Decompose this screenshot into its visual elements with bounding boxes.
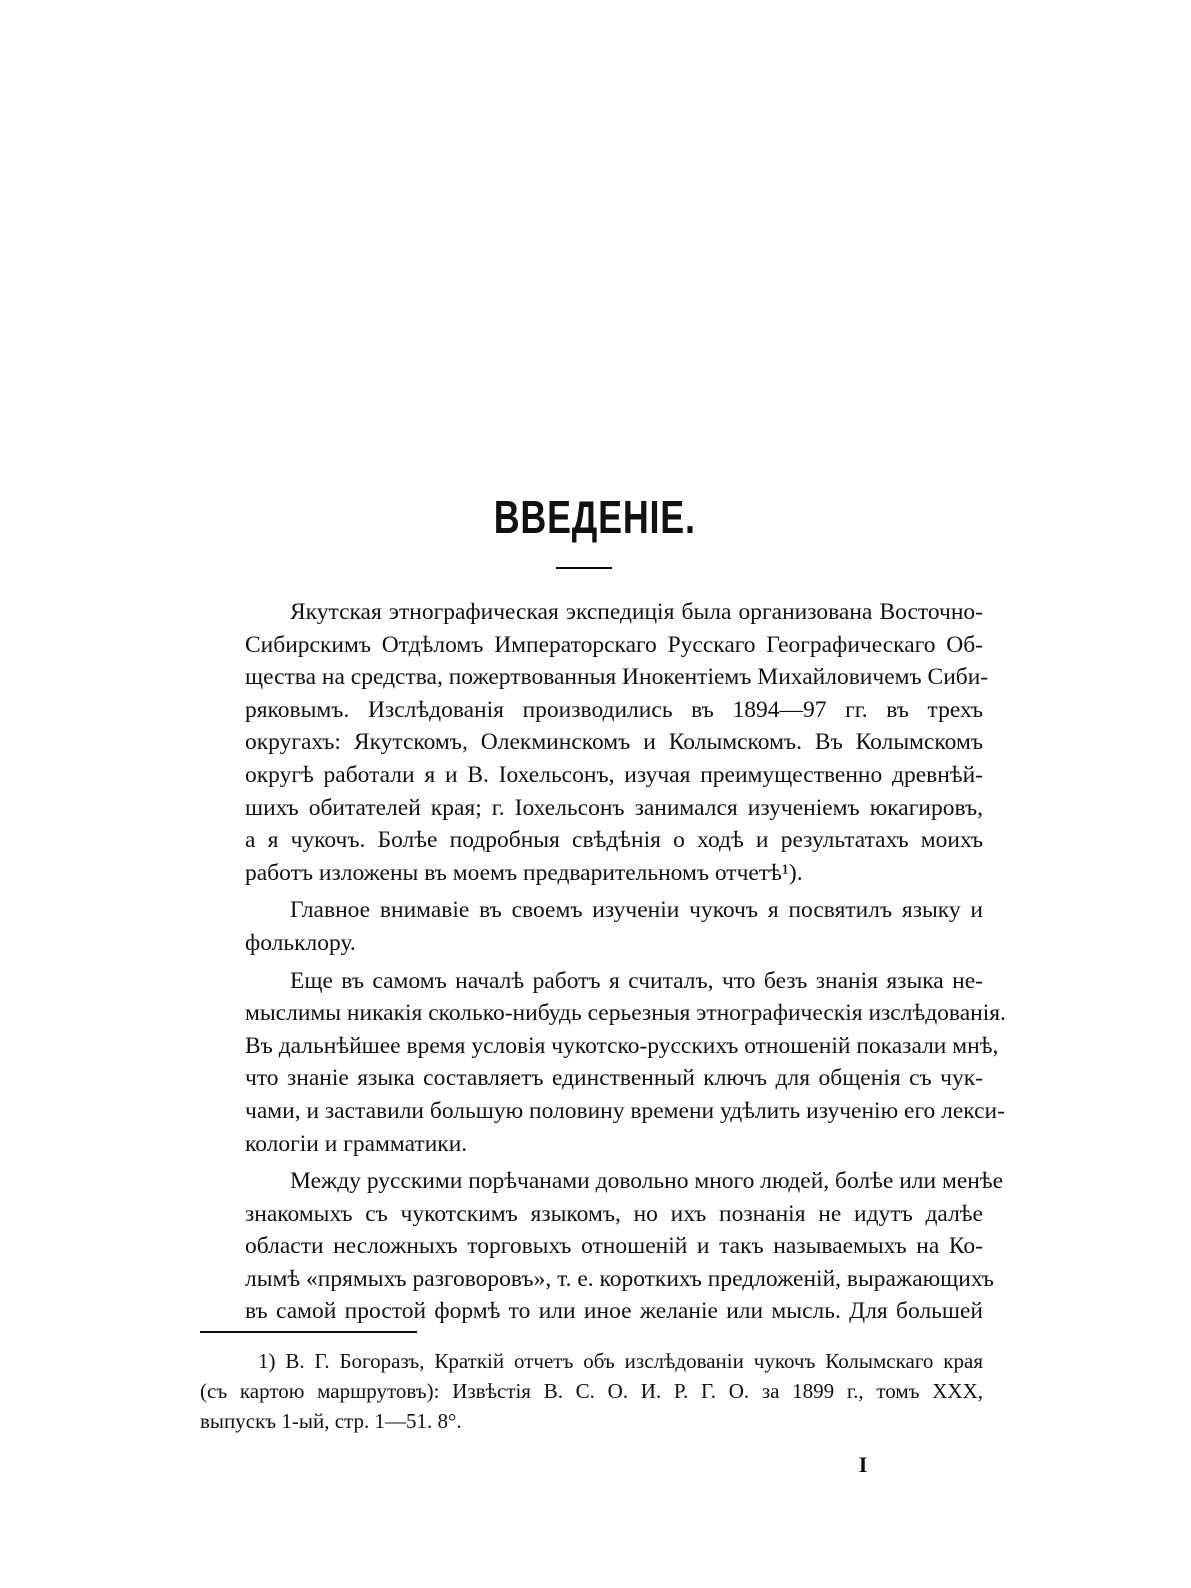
body-text	[200, 596, 1006, 1333]
text-line: лымѣ «прямыхъ разговоровъ», т. е. короткихъ предложеній, выражающихъ	[245, 1265, 994, 1292]
text-line: шихъ обитателей края; г. Іохельсонъ занимался изученіемъ юкагировъ,	[245, 794, 983, 821]
footnote-line: выпускъ 1-ый, стр. 1—51. 8°.	[200, 1409, 462, 1433]
text-line: Главное внимавіе въ своемъ изученіи чукочъ я посвятилъ языку и	[290, 897, 983, 924]
text-line: фольклору.	[245, 929, 356, 956]
text-line: Въ дальнѣйшее время условія чукотско-русскихъ отношеній показали мнѣ,	[245, 1032, 999, 1059]
text-line: что знаніе языка составляетъ единственный ключъ для общенія съ чук-	[245, 1065, 983, 1092]
text-line: работъ изложены въ моемъ предварительномъ отчетѣ¹).	[245, 859, 803, 886]
footnote-divider	[200, 1331, 417, 1333]
text-line: мыслимы никакія сколько-нибудь серьезныя этнографическія изслѣдованія.	[245, 1000, 1006, 1027]
text-line: округахъ: Якутскомъ, Олекминскомъ и Колымскомъ. Въ Колымскомъ	[245, 729, 983, 756]
text-line: округѣ работали я и В. Іохельсонъ, изучая преимущественно древнѣй-	[245, 761, 983, 788]
footnote	[200, 1346, 983, 1436]
paragraph	[200, 596, 989, 889]
text-line: Сибирскимъ Отдѣломъ Императорскаго Русскаго Географическаго Об-	[245, 631, 983, 658]
text-line: Между русскими порѣчанами довольно много людей, болѣе или менѣе	[290, 1168, 1004, 1195]
text-line: области несложныхъ торговыхъ отношеній и такъ называемыхъ на Ко-	[245, 1233, 983, 1260]
footnote-line: (съ картою маршрутовъ): Извѣстія В. С. О. И. Р. Г. О. за 1899 г., томъ XXX,	[200, 1379, 983, 1403]
page-number: I	[858, 1452, 868, 1477]
text-line: щества на средства, пожертвованныя Инокентіемъ Михайловичемъ Сиби-	[245, 664, 989, 691]
text-line: а я чукочъ. Болѣе подробныя свѣдѣнія о ходѣ и результатахъ моихъ	[245, 827, 983, 854]
text-line: кологіи и грамматики.	[245, 1130, 468, 1157]
footnote-line: 1) В. Г. Богоразъ, Краткій отчетъ объ изслѣдованіи чукочъ Колымскаго края	[258, 1349, 983, 1373]
page-title: ВВЕДЕНІЕ.	[493, 491, 696, 543]
text-line: чами, и заставили большую половину времени удѣлить изученію его лекси-	[245, 1097, 1005, 1124]
paragraph	[200, 1165, 1004, 1328]
text-line: Якутская этнографическая экспедиція была организована Восточно-	[290, 599, 983, 625]
paragraph	[200, 894, 983, 959]
title-divider	[556, 567, 612, 569]
text-line: ряковымъ. Изслѣдованія производились въ 1894—97 гг. въ трехъ	[245, 696, 983, 723]
text-line: знакомыхъ съ чукотскимъ языкомъ, но ихъ познанія не идутъ далѣе	[245, 1200, 983, 1227]
text-line: въ самой простой формѣ то или иное желаніе или мысль. Для большей	[245, 1298, 983, 1325]
text-line: Еще въ самомъ началѣ работъ я считалъ, что безъ знанія языка не-	[290, 967, 983, 994]
paragraph	[200, 965, 1006, 1161]
